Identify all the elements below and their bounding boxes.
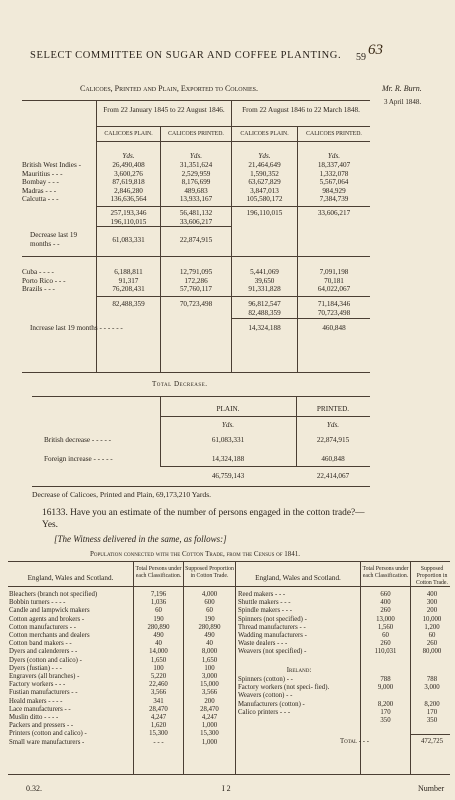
cell: 460,848 xyxy=(322,324,346,332)
cell: 7,384,739 xyxy=(319,195,349,204)
total-label: Total - - - xyxy=(340,738,369,745)
cell: 490 xyxy=(153,632,164,640)
cell: 1,036 xyxy=(150,599,167,607)
cell: - - - xyxy=(153,738,164,746)
cell: 341 xyxy=(153,697,164,705)
row-label: Heald makers - - - - xyxy=(9,697,63,705)
cell: 8,200 xyxy=(377,700,394,708)
row-label: Engravers (all branches) - xyxy=(9,673,80,681)
page-number: 59 xyxy=(356,52,366,63)
cell: 350 xyxy=(426,717,438,725)
ireland-row-labels xyxy=(238,676,360,717)
right-row-labels xyxy=(238,591,360,657)
row-label: Cotton merchants and dealers xyxy=(9,632,90,640)
cell: 96,812,547 xyxy=(248,300,281,308)
cell: 1,650 xyxy=(150,656,167,664)
left-row-labels xyxy=(9,591,133,747)
cell: 1,590,352 xyxy=(250,169,279,178)
cell: 984,929 xyxy=(322,186,346,195)
row-label: Small ware manufacturers - xyxy=(9,738,85,746)
cell: 1,000 xyxy=(201,738,218,746)
p1-plain-sums xyxy=(97,209,160,226)
cell: 190 xyxy=(153,615,164,623)
cell: 14,324,188 xyxy=(211,455,245,463)
footer-center: I 2 xyxy=(222,784,231,793)
cell: 170 xyxy=(380,708,391,716)
page-header-title: SELECT COMMITTEE ON SUGAR AND COFFEE PLANTING. xyxy=(30,50,342,61)
row-label: Manufacturers (cotton) - xyxy=(238,700,305,708)
row-label: Dyers and calenderers - - xyxy=(9,648,78,656)
cell: 70,723,498 xyxy=(179,300,213,308)
cell: 1,650 xyxy=(201,656,218,664)
right-row-supposed xyxy=(411,591,453,657)
cell: 260 xyxy=(380,607,391,615)
yds-label: Yds. xyxy=(258,152,271,160)
cell: 105,580,172 xyxy=(246,195,283,204)
p1-printed-sums xyxy=(161,209,231,226)
row-label: Weavers (cotton) - - xyxy=(238,692,293,700)
cell: 100 xyxy=(153,664,164,672)
col-calicoes-printed-2: CALICOES PRINTED. xyxy=(306,131,362,137)
col-calicoes-printed-1: CALICOES PRINTED. xyxy=(168,131,224,137)
cell: 46,759,143 xyxy=(211,472,245,480)
cell: 33,606,217 xyxy=(317,209,351,217)
ireland-row-supposed xyxy=(411,676,453,725)
cell: 60 xyxy=(206,607,213,615)
colony-label: Mauritius - - - xyxy=(22,169,63,178)
col-calicoes-plain-2: CALICOES PLAIN. xyxy=(240,131,289,137)
cell: 7,196 xyxy=(150,591,167,598)
cell: 76,208,431 xyxy=(112,285,145,294)
row-label: Muslin ditto - - - - xyxy=(9,714,59,722)
row-label: Cotton manufacturers - - xyxy=(9,623,77,631)
cell: 33,606,217 xyxy=(179,217,213,226)
left-row-supposed xyxy=(184,591,235,747)
row-label: Factory workers - - - xyxy=(9,681,66,689)
yds-label: Yds. xyxy=(327,152,341,160)
cell: 63,627,829 xyxy=(248,178,281,187)
cell: 39,650 xyxy=(254,276,275,285)
row-label: Factory workers (not speci- fied). xyxy=(238,684,330,692)
cell: 200 xyxy=(204,697,215,705)
cell: 170 xyxy=(426,708,438,716)
head-supposed-right: Supposed Proportion in Cotton Trade. xyxy=(416,566,448,586)
cell: 14,000 xyxy=(149,648,168,656)
total-value: 472,725 xyxy=(420,738,444,745)
row-label: Printers (cotton and calico) - xyxy=(9,730,87,738)
question-text: 16133. Have you an estimate of the number of persons engaged in the cotton trade?—Yes. xyxy=(42,508,365,530)
cell: 31,351,624 xyxy=(179,161,213,169)
cell: 26,490,408 xyxy=(112,161,145,169)
cell: 60 xyxy=(155,607,162,615)
population-title: Population connected with the Cotton Trade, from the Census of 1841. xyxy=(90,550,301,558)
cell: 3,566 xyxy=(150,689,167,697)
cell: 12,791,095 xyxy=(179,268,213,276)
footer-left: 0.32. xyxy=(26,784,42,793)
period-2-heading: From 22 August 1846 to 22 March 1848. xyxy=(242,106,360,114)
cell: 70,181 xyxy=(324,276,344,285)
cell: 18,337,407 xyxy=(317,161,351,169)
cell: 172,286 xyxy=(184,276,208,285)
cell: 3,566 xyxy=(201,689,218,697)
cell: 60 xyxy=(382,632,389,640)
cell: 8,176,699 xyxy=(181,178,211,187)
cell: 196,110,015 xyxy=(110,217,147,226)
cell: 22,414,067 xyxy=(316,472,350,480)
cell: 490 xyxy=(204,632,215,640)
head-left: England, Wales and Scotland. xyxy=(27,574,114,582)
row-label: Candle and lampwick makers xyxy=(9,607,90,615)
decrease-label: Decrease last 19 months - - xyxy=(30,231,78,248)
cell: 788 xyxy=(426,676,438,683)
p2-printed-values xyxy=(298,161,370,204)
cell: 82,488,359 xyxy=(248,308,281,317)
cell: 1,560 xyxy=(377,623,394,631)
right-row-totals xyxy=(361,591,410,657)
handwritten-folio-number: 63 xyxy=(368,42,383,58)
cell: 196,110,015 xyxy=(246,209,283,217)
decrease-summary: Decrease of Calicoes, Printed and Plain, 69,173,210 Yards. xyxy=(32,490,212,499)
row-label: Cotton band makers - - xyxy=(9,640,72,648)
row-label: Reed makers - - - xyxy=(238,591,286,598)
row-label: Dyers (fustian) - - - xyxy=(9,664,62,672)
row-label: Spinners (cotton) - - xyxy=(238,676,293,683)
cell: 5,220 xyxy=(150,673,167,681)
ireland-heading: Ireland: xyxy=(286,667,312,674)
cell: 280,890 xyxy=(198,623,221,631)
colony-label: Bombay - - - xyxy=(22,178,59,187)
row-label: Thread manufacturers - - xyxy=(238,623,306,631)
ireland-row-totals xyxy=(361,676,410,725)
cell: 1,620 xyxy=(150,722,167,730)
footer-right: Number xyxy=(418,784,445,793)
cell: 61,083,331 xyxy=(112,236,145,244)
cell: 260 xyxy=(380,640,391,648)
cell: 64,022,067 xyxy=(317,285,351,294)
cell: 8,000 xyxy=(201,648,218,656)
cell: 660 xyxy=(380,591,391,598)
row-label: British decrease - - - - - xyxy=(44,436,112,444)
country-label: Brazils - - - xyxy=(22,285,55,294)
cell: 82,488,359 xyxy=(112,300,145,308)
cell: 40 xyxy=(206,640,213,648)
cell: 3,000 xyxy=(424,684,440,692)
cell: 110,031 xyxy=(374,648,397,656)
cell: 10,000 xyxy=(422,615,442,623)
head-right: England, Wales and Scotland. xyxy=(255,574,341,582)
cell: 57,760,117 xyxy=(179,285,213,294)
row-label: Bobbin turners - - - - xyxy=(9,599,66,607)
cell: 87,619,818 xyxy=(112,178,145,187)
increase-label: Increase last 19 months - - - - - - xyxy=(30,324,123,332)
head-total: Total Persons under each Classification. xyxy=(135,566,182,579)
cell: 5,441,069 xyxy=(250,268,279,276)
cell: 190 xyxy=(204,615,215,623)
p1-printed-values xyxy=(161,161,231,204)
cell: 5,567,064 xyxy=(319,178,349,187)
cell: 260 xyxy=(426,640,438,648)
period-1-heading: From 22 January 1845 to 22 August 1846. xyxy=(103,106,225,114)
cell: 300 xyxy=(426,599,438,607)
cell: 400 xyxy=(426,591,438,598)
cell: 28,470 xyxy=(149,705,168,713)
col-plain: PLAIN. xyxy=(216,405,240,413)
cell: 91,317 xyxy=(118,276,139,285)
cell: 22,460 xyxy=(149,681,168,689)
row-label: Lace manufacturers - - xyxy=(9,705,71,713)
left-row-totals xyxy=(134,591,183,747)
cell: 15,000 xyxy=(200,681,219,689)
spacer xyxy=(361,692,410,700)
row-label: Wadding manufacturers - xyxy=(238,632,307,640)
cell: 1,000 xyxy=(201,722,218,730)
row-label: Dyers (cotton and calico) - xyxy=(9,656,82,664)
row-label: Packers and pressers - - xyxy=(9,722,74,730)
cell: 2,846,280 xyxy=(114,186,143,195)
row-label: Waste dealers - - - xyxy=(238,640,288,648)
cell: 28,470 xyxy=(200,705,219,713)
cell: 400 xyxy=(380,599,391,607)
yds-label: Yds. xyxy=(122,152,135,160)
cell: 3,000 xyxy=(201,673,218,681)
cell: 13,933,167 xyxy=(179,195,213,204)
colony-label: Madras - - - xyxy=(22,186,57,195)
witness-note: [The Witness delivered in the same, as follows:] xyxy=(54,534,227,544)
cell: 15,300 xyxy=(149,730,168,738)
cell: 257,193,346 xyxy=(110,209,147,217)
cell: 8,200 xyxy=(424,700,440,708)
row-label: Weavers (not specified) - xyxy=(238,648,307,656)
cell: 200 xyxy=(426,607,438,615)
yds-label: Yds. xyxy=(189,152,203,160)
colony-labels xyxy=(22,161,81,204)
cell: 61,083,331 xyxy=(211,436,245,444)
cell: 2,529,959 xyxy=(181,169,211,178)
row-label: Foreign increase - - - - - xyxy=(44,455,113,463)
witness-name: Mr. R. Burn. xyxy=(382,84,422,93)
cell: 280,890 xyxy=(147,623,170,631)
cell: 70,723,498 xyxy=(317,308,351,317)
cell: 15,300 xyxy=(200,730,219,738)
cell: 22,874,915 xyxy=(316,436,350,444)
row-label: Fustian manufacturers - - xyxy=(9,689,78,697)
cell: 60 xyxy=(428,632,436,640)
cell: 1,332,078 xyxy=(319,169,349,178)
p2-plain-values xyxy=(232,161,297,204)
cell: 56,481,132 xyxy=(179,209,213,217)
yds-label: Yds. xyxy=(221,421,235,429)
cell: 788 xyxy=(380,676,391,683)
country-label: Porto Rico - - - xyxy=(22,276,66,285)
cell: 1,200 xyxy=(424,623,440,631)
spacer xyxy=(411,692,453,700)
cell: 9,000 xyxy=(377,684,394,692)
row-label: Spinners (not specified) - xyxy=(238,615,307,623)
cell: 6,188,811 xyxy=(114,268,143,276)
cell: 13,000 xyxy=(376,615,395,623)
country-label: Cuba - - - - xyxy=(22,268,54,276)
yds-label: Yds. xyxy=(326,421,340,429)
col-printed: PRINTED. xyxy=(316,405,350,413)
row-label: Calico printers - - - xyxy=(238,708,291,716)
calicoes-table-title: Calicoes, Printed and Plain, Exported to Colonies. xyxy=(80,84,258,93)
cell: 40 xyxy=(155,640,162,648)
row-label: Spindle makers - - - xyxy=(238,607,292,615)
row-label: Bleachers (branch not specified) xyxy=(9,591,98,598)
cell: 71,184,346 xyxy=(317,300,351,308)
cell: 4,000 xyxy=(201,591,218,598)
cell: 4,247 xyxy=(201,714,218,722)
colony-label: Calcutta - - - xyxy=(22,195,59,204)
total-decrease-title: Total Decrease. xyxy=(152,380,208,388)
colony-label: British West Indies - xyxy=(22,161,81,169)
cell: 80,000 xyxy=(422,648,442,656)
witness-date: 3 April 1848. xyxy=(384,98,422,106)
cell: 600 xyxy=(204,599,215,607)
col-calicoes-plain-1: CALICOES PLAIN. xyxy=(104,131,153,137)
head-supposed: Supposed Proportion in Cotton Trade. xyxy=(185,566,234,579)
cell: 350 xyxy=(380,717,391,725)
cell: 7,091,198 xyxy=(319,268,349,276)
cell: 3,847,013 xyxy=(250,186,279,195)
row-label: Cotton agents and brokers - xyxy=(9,615,85,623)
cell: 100 xyxy=(204,664,215,672)
cell: 136,636,564 xyxy=(110,195,147,204)
head-total-right: Total Persons under each Classification. xyxy=(362,566,409,579)
cell: 22,874,915 xyxy=(179,236,213,244)
cell: 4,247 xyxy=(150,714,167,722)
p1-plain-values xyxy=(97,161,160,204)
cell: 21,464,649 xyxy=(248,161,281,169)
row-label: Shuttle makers - - - xyxy=(238,599,291,607)
cell: 3,600,276 xyxy=(114,169,143,178)
foreign-labels xyxy=(22,268,66,294)
cell: 489,683 xyxy=(184,186,208,195)
cell: 91,331,828 xyxy=(248,285,281,294)
cell: 14,324,188 xyxy=(248,324,281,332)
cell: 460,848 xyxy=(321,455,345,463)
